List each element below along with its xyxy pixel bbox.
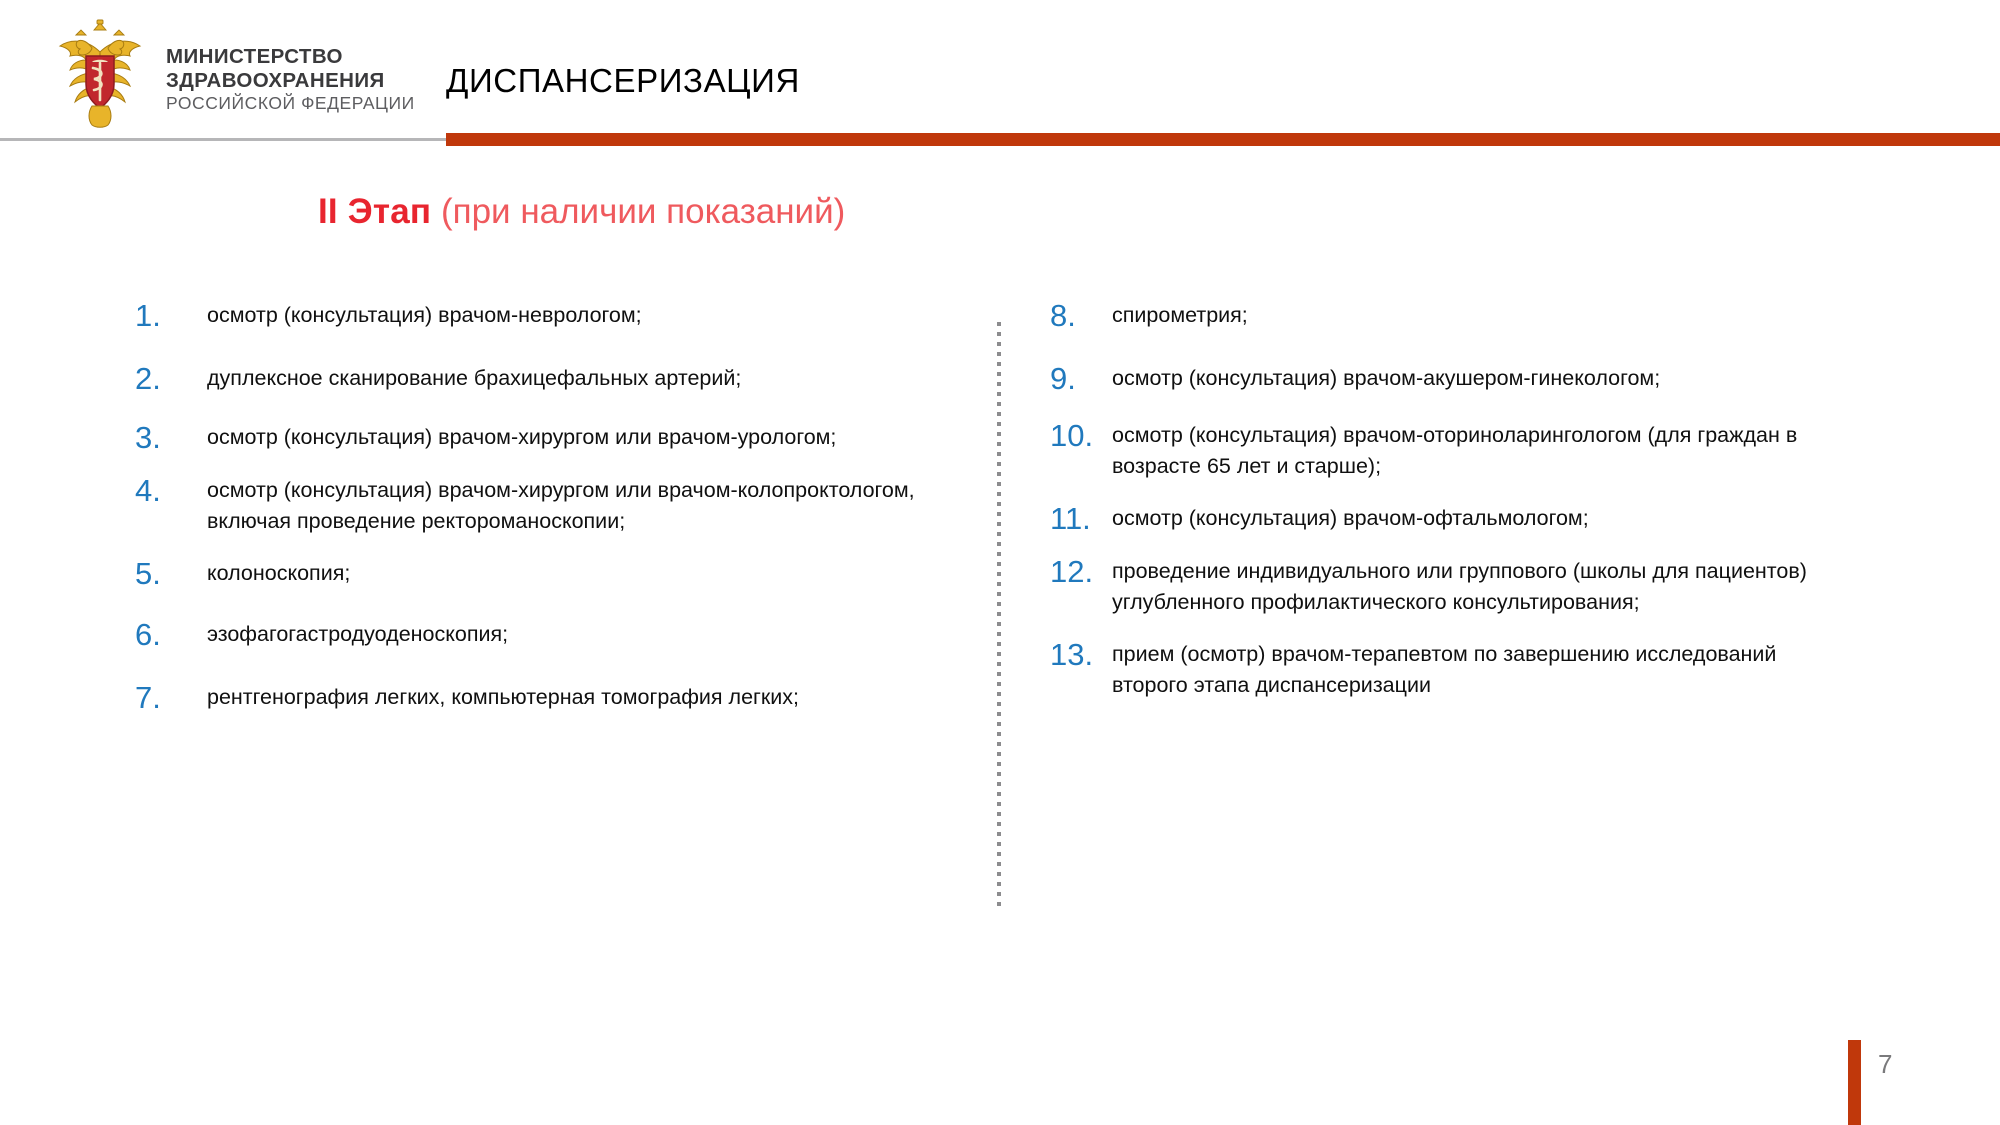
list-item-text: колоноскопия; [207,561,351,586]
list-item-text: спирометрия; [1112,303,1248,327]
list-item-text: осмотр (консультация) врачом-офтальмологом; [1112,506,1589,531]
ministry-line-3: РОССИЙСКОЙ ФЕДЕРАЦИИ [166,92,415,113]
page-title [318,192,845,232]
page-number-accent-bar [1848,1040,1861,1125]
list-item-text: осмотр (консультация) врачом-оториноларингологом (для граждан в возрасте 65 лет и старше); [1112,423,1798,478]
list-item [135,680,965,716]
header-rule-gray [0,138,446,141]
list-item-text: проведение индивидуального или группового (школы для пациентов) углубленного профилактического консультирования; [1112,559,1807,614]
list-item-number: 13. [1050,637,1094,673]
list-item [1050,300,1860,331]
list-item-number: 4. [135,473,161,508]
header-rule-orange [446,133,2000,146]
content-columns [0,300,2000,940]
list-item-number: 12. [1050,554,1094,590]
list-item-number: 11. [1050,501,1091,537]
list-item-number: 6. [135,617,161,653]
list-item [1050,420,1860,481]
list-item-text: осмотр (консультация) врачом-хирургом или врачом-колопроктологом, включая проведение ректороманоскопии; [207,478,915,533]
list-item-number: 8. [1050,298,1076,333]
list-item-text: прием (осмотр) врачом-терапевтом по завершению исследований второго этапа диспансеризации [1112,642,1777,697]
ministry-line-1: МИНИСТЕРСТВО [166,45,343,69]
list-item [1050,363,1860,394]
page-title-qualifier: (при наличии показаний) [440,192,846,231]
ministry-line-2: ЗДРАВООХРАНЕНИЯ [166,68,385,92]
list-item-number: 3. [135,420,161,455]
list-item [135,556,965,592]
ministry-logo-block [48,18,415,130]
slide-kicker-title: ДИСПАНСЕРИЗАЦИЯ [446,62,800,99]
list-item-number: 2. [135,361,161,396]
list-item-number: 7. [135,680,161,716]
list-column-left [135,300,965,739]
list-item-number: 9. [1050,361,1076,396]
list-item-text: осмотр (консультация) врачом-хирургом или врачом-урологом; [207,425,837,449]
list-item [135,363,965,394]
column-divider [997,322,1001,907]
list-item [135,300,965,331]
page-title-stage: II Этап [318,192,432,231]
ministry-name [166,35,415,113]
slide-header [0,0,2000,140]
list-item-number: 5. [135,556,161,592]
list-item [135,617,965,653]
list-item-number: 10. [1050,418,1094,453]
list-item-number: 1. [135,298,161,333]
russian-coat-of-arms-emblem-icon [48,18,152,130]
list-item [135,475,965,536]
list-item [1050,639,1860,700]
list-item [135,422,965,453]
list-item [1050,556,1860,617]
page-number: 7 [1878,1049,1893,1079]
list-item-text: осмотр (консультация) врачом-неврологом; [207,303,642,327]
list-item [1050,501,1860,537]
list-item-text: дуплексное сканирование брахицефальных артерий; [207,366,742,390]
list-column-right [1050,300,1860,726]
list-item-text: осмотр (консультация) врачом-акушером-гинекологом; [1112,366,1661,390]
list-item-text: эзофагогастродуоденоскопия; [207,622,509,647]
list-item-text: рентгенография легких, компьютерная томография легких; [207,685,800,710]
